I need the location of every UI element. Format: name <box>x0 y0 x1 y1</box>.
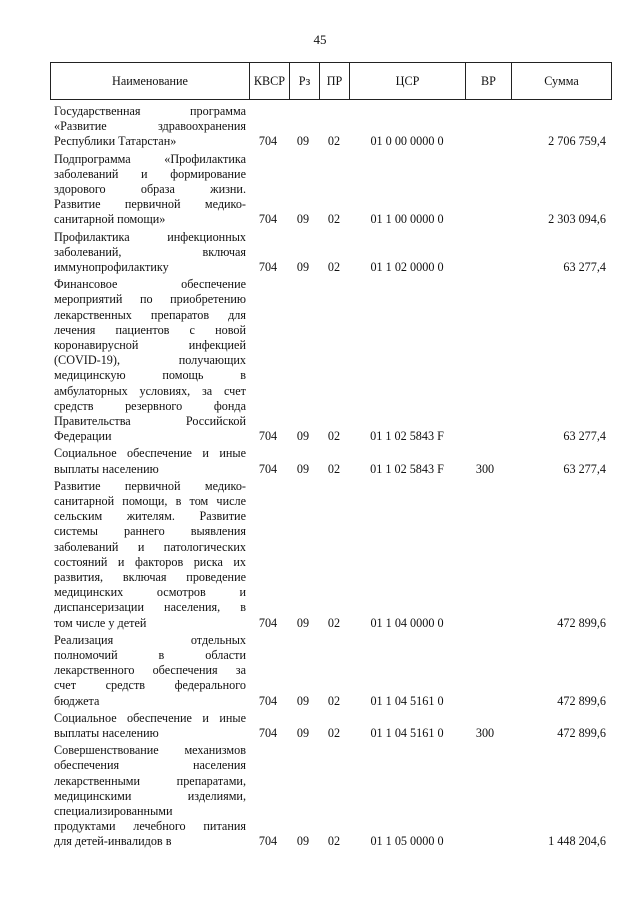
row-name <box>54 277 246 444</box>
row-name-line: Профилактика инфекционных <box>54 229 246 244</box>
row-name-line: Подпрограмма «Профилактика <box>54 151 246 166</box>
header-kvsr: КВСР <box>249 63 289 99</box>
row-name-line: иммунопрофилактику <box>54 260 169 274</box>
row-name-line: санитарной помощи» <box>54 212 166 227</box>
row-rz: 09 <box>296 134 310 149</box>
row-name-line: «Развитие здравоохранения <box>54 119 246 134</box>
row-name-line: Реализация отдельных <box>54 632 246 647</box>
row-kvsr: 704 <box>258 134 278 149</box>
row-name <box>54 230 246 276</box>
row-csr: 01 1 02 5843 F <box>370 429 444 444</box>
row-kvsr: 704 <box>258 212 278 227</box>
row-pr: 02 <box>327 725 341 740</box>
row-name-line: заболеваний и формирование <box>54 166 246 181</box>
row-name-line: диспансеризации населения, в <box>54 600 246 615</box>
row-kvsr: 704 <box>258 259 278 274</box>
row-name-line: Совершенствование механизмов <box>54 743 246 758</box>
row-name-line: Социальное обеспечение и иные <box>54 710 246 725</box>
header-rz: Рз <box>289 63 319 99</box>
row-kvsr: 704 <box>258 615 278 630</box>
row-name-line: лекарственного обеспечения за <box>54 663 246 678</box>
row-sum: 2 303 094,6 <box>548 212 606 227</box>
row-pr: 02 <box>327 429 341 444</box>
header-name: Наименование <box>112 74 188 88</box>
row-name-line: системы раннего выявления <box>54 524 246 539</box>
row-csr: 01 1 04 5161 0 <box>370 693 444 708</box>
row-sum: 2 706 759,4 <box>548 134 606 149</box>
row-rz: 09 <box>296 725 310 740</box>
row-name-line: том числе у детей <box>54 615 147 630</box>
row-rz: 09 <box>296 259 310 274</box>
row-rz: 09 <box>296 461 310 476</box>
row-sum: 63 277,4 <box>563 429 606 444</box>
row-name-line: счет средств федерального <box>54 678 246 693</box>
row-csr: 01 1 04 0000 0 <box>370 615 444 630</box>
row-name-line: Развитие первичной медико- <box>54 197 246 212</box>
row-name-line: обеспечения населения <box>54 758 246 773</box>
row-sum: 472 899,6 <box>557 725 606 740</box>
header-csr: ЦСР <box>349 63 465 99</box>
row-name-line: Развитие первичной медико- <box>54 478 246 493</box>
row-name-line: сельским жителям. Развитие <box>54 509 246 524</box>
row-vr: 300 <box>475 725 495 740</box>
row-kvsr: 704 <box>258 461 278 476</box>
row-pr: 02 <box>327 693 341 708</box>
row-pr: 02 <box>327 615 341 630</box>
row-csr: 01 1 02 0000 0 <box>370 259 444 274</box>
row-csr: 01 1 04 5161 0 <box>370 725 444 740</box>
row-pr: 02 <box>327 259 341 274</box>
header-vr: ВР <box>465 63 511 99</box>
row-name-line: мероприятий по приобретению <box>54 292 246 307</box>
row-name-line: заболеваний, включая <box>54 244 246 259</box>
table-header <box>50 62 612 100</box>
row-name-line: бюджета <box>54 693 100 708</box>
row-csr: 01 1 02 5843 F <box>370 461 444 476</box>
row-name-line: выплаты населению <box>54 461 159 476</box>
row-name <box>54 633 246 709</box>
row-name-line: специализированными <box>54 804 173 818</box>
header-sum: Сумма <box>511 63 611 99</box>
row-name-line: лекарственными препаратами, <box>54 773 246 788</box>
row-name-line: развития, включая проведение <box>54 570 246 585</box>
row-name <box>54 104 246 150</box>
row-pr: 02 <box>327 134 341 149</box>
row-csr: 01 1 05 0000 0 <box>370 834 444 849</box>
row-name-line: полномочий в области <box>54 648 246 662</box>
row-name-line: Федерации <box>54 429 112 444</box>
header-pr: ПР <box>319 63 349 99</box>
row-name <box>54 711 246 741</box>
row-kvsr: 704 <box>258 725 278 740</box>
row-name <box>54 479 246 631</box>
row-name-line: амбулаторных условиях, за счет <box>54 383 246 398</box>
row-pr: 02 <box>327 834 341 849</box>
row-csr: 01 0 00 0000 0 <box>370 134 444 149</box>
row-name-line: медицинскую помощь в <box>54 368 246 383</box>
row-csr: 01 1 00 0000 0 <box>370 212 444 227</box>
row-name <box>54 446 246 476</box>
row-name-line: выплаты населению <box>54 726 159 740</box>
page-number: 45 <box>313 32 327 47</box>
row-kvsr: 704 <box>258 429 278 444</box>
row-name-line: заболеваний и патологических <box>54 539 246 554</box>
row-kvsr: 704 <box>258 834 278 849</box>
row-sum: 472 899,6 <box>557 693 606 708</box>
row-pr: 02 <box>327 212 341 227</box>
row-sum: 472 899,6 <box>557 615 606 630</box>
row-name-line: для детей-инвалидов в <box>54 834 172 849</box>
row-name-line: лечения пациентов с новой <box>54 322 246 337</box>
row-kvsr: 704 <box>258 693 278 708</box>
row-pr: 02 <box>327 461 341 476</box>
row-rz: 09 <box>296 429 310 444</box>
row-name-line: продуктами лечебного питания <box>54 819 246 834</box>
row-name-line: лекарственных препаратов для <box>54 307 246 322</box>
row-rz: 09 <box>296 834 310 849</box>
row-name-line: Республики Татарстан» <box>54 134 177 149</box>
row-name-line: медицинскими изделиями, <box>54 788 246 803</box>
row-name-line: Правительства Российской <box>54 414 246 429</box>
row-rz: 09 <box>296 615 310 630</box>
row-vr: 300 <box>475 461 495 476</box>
row-name <box>54 152 246 228</box>
row-sum: 1 448 204,6 <box>548 834 606 849</box>
row-name-line: Социальное обеспечение и иные <box>54 446 246 461</box>
row-name-line: состояний и факторов риска их <box>54 554 246 569</box>
row-name-line: медицинских осмотров и <box>54 585 246 600</box>
row-sum: 63 277,4 <box>563 461 606 476</box>
row-rz: 09 <box>296 693 310 708</box>
row-name-line: средств резервного фонда <box>54 398 246 413</box>
row-name-line: санитарной помощи, в том числе <box>54 494 246 508</box>
row-name <box>54 743 246 849</box>
row-name-line: Финансовое обеспечение <box>54 277 246 292</box>
row-rz: 09 <box>296 212 310 227</box>
row-name-line: Государственная программа <box>54 104 246 118</box>
row-sum: 63 277,4 <box>563 259 606 274</box>
row-name-line: (COVID-19), получающих <box>54 353 246 368</box>
row-name-line: здорового образа жизни. <box>54 182 246 196</box>
row-name-line: коронавирусной инфекцией <box>54 338 246 352</box>
